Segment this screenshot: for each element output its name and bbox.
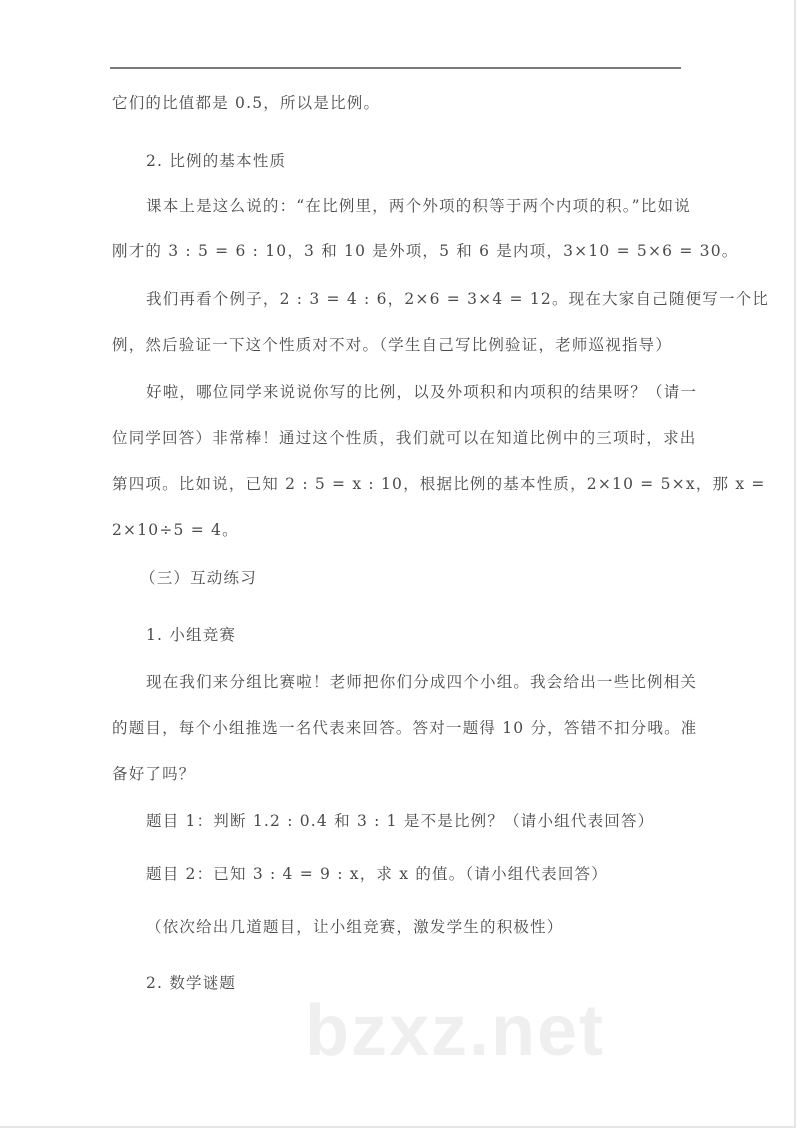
section-heading: 2. 比例的基本性质 [146,152,287,170]
question-line: 题目 2：已知 3 : 4 = 9 : x，求 x 的值。（请小组代表回答） [146,865,608,883]
paragraph-line: 好啦，哪位同学来说说你写的比例，以及外项积和内项积的结果呀？（请一 [146,383,698,401]
watermark: bzxz.net [305,991,606,1071]
paragraph-line: 2×10÷5 = 4。 [112,521,239,539]
paragraph-line: 位同学回答）非常棒！通过这个性质，我们就可以在知道比例中的三项时，求出 [112,429,697,447]
paragraph-line: 例，然后验证一下这个性质对不对。（学生自己写比例验证，老师巡视指导） [112,336,673,354]
paragraph-line: 课本上是这么说的：“在比例里，两个外项的积等于两个内项的积。”比如说 [146,197,691,215]
paragraph-line: 刚才的 3 : 5 = 6 : 10，3 和 10 是外项，5 和 6 是内项，3×10 = 5×6 = 30。 [112,242,739,260]
paragraph-line: 第四项。比如说，已知 2 : 5 = x : 10，根据比例的基本性质，2×10 = 5×x，那 x = [112,475,766,493]
question-line: 题目 1：判断 1.2 : 0.4 和 3 : 1 是不是比例？（请小组代表回答） [146,812,655,830]
subsection-heading: 1. 小组竞赛 [146,626,237,644]
note-line: （依次给出几道题目，让小组竞赛，激发学生的积极性） [146,918,564,936]
paragraph-line: 的题目，每个小组推选一名代表来回答。答对一题得 10 分，答错不扣分哦。准 [112,719,698,737]
header-rule [110,67,681,69]
paragraph-line: 它们的比值都是 0.5，所以是比例。 [112,94,381,112]
paragraph-line: 我们再看个例子，2 : 3 = 4 : 6，2×6 = 3×4 = 12。现在大家自己随便写一个比 [146,290,770,308]
section-heading: （三）互动练习 [140,569,257,587]
paragraph-line: 备好了吗？ [112,765,196,783]
paragraph-line: 现在我们来分组比赛啦！老师把你们分成四个小组。我会给出一些比例相关 [146,673,698,691]
subsection-heading: 2. 数学谜题 [146,974,237,992]
